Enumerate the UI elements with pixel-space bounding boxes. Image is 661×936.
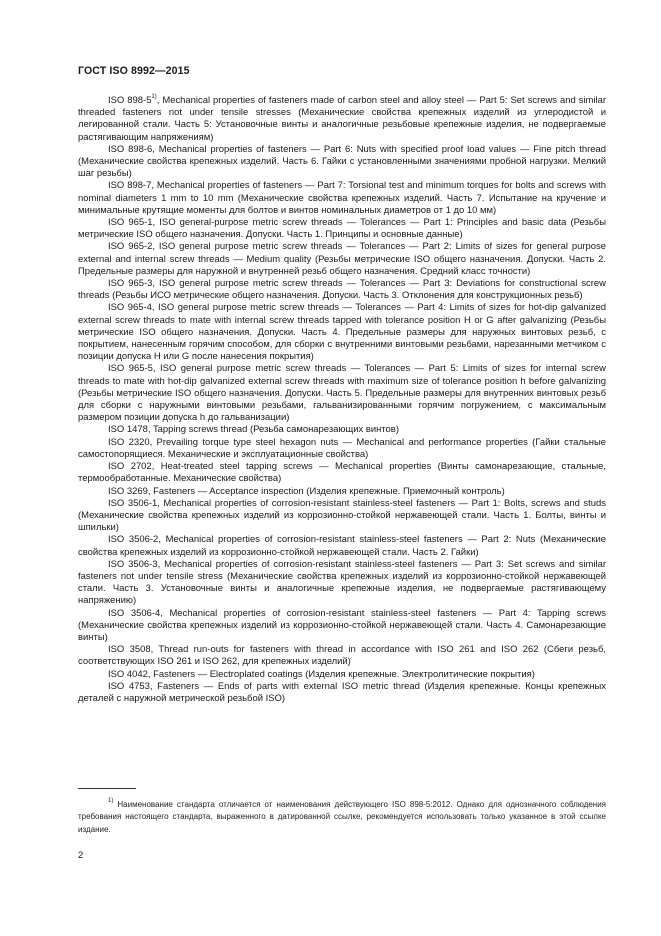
reference-title: , Heat-treated steel tapping screws — Mechanical properties (Винты самонарезающие, стальные, термообработанные. Механические свойства) (78, 461, 607, 485)
reference-code: ISO 965-3 (108, 278, 153, 290)
reference-item (78, 461, 606, 485)
reference-item (78, 424, 606, 436)
reference-title: , Mechanical properties of corrosion-resistant stainless-steel fasteners — Part 1: Bolts, screws and studs (Механические свойства крепежных изделий из коррозионно-стойкой нержавеющей стали. Часть 1. Болты, винты и шпильки) (78, 497, 606, 534)
reference-code: ISO 965-4 (108, 302, 152, 314)
reference-title: , ISO general purpose metric screw threads — Tolerances — Part 5: Limits of sizes for internal screw threads to mate with hot-dip galvanized external screw threads with maximum size of tolerance position h before galvanizing (Резьбы метрические ISO общего назначения. Допуски. Часть 5. Предельные размеры для внутренних винтовых резьб для сборки с наружными винтовыми резьбами, гальванизированными горячим погружением, с максимальным размером позиции допуска h до гальванизации) (78, 363, 606, 424)
reference-code: ISO 4753 (108, 680, 150, 692)
reference-title: , Prevailing torque type steel hexagon nuts — Mechanical and performance properties (Гайки стальные самостопорящиеся. Механические и эксплуатационные свойства) (78, 436, 607, 460)
reference-item (78, 180, 606, 217)
reference-item (78, 363, 606, 424)
reference-code: ISO 898-7 (108, 180, 152, 192)
normative-references-list (78, 95, 606, 705)
reference-title: , Mechanical properties of corrosion-resistant stainless-steel fasteners — Part 3: Set screws and similar fasteners not under tensile stress (Механические свойства крепежных изделий из коррозионно-стойкой нержавеющей стали. Часть 3. Установочные винты и аналогичные крепежные изделия, не подвергаемые растягивающему напряжению) (78, 558, 606, 607)
reference-code: ISO 898-6 (108, 143, 153, 155)
reference-code: ISO 3506-3 (108, 558, 158, 570)
reference-item (78, 217, 606, 241)
reference-title: , Fasteners — Electroplated coatings (Изделия крепежные. Электролитические покрытия) (147, 668, 535, 680)
reference-code: ISO 3506-4 (108, 607, 161, 619)
reference-item (78, 486, 606, 498)
reference-item (78, 241, 606, 278)
reference-code: ISO 965-2 (108, 241, 153, 253)
reference-code: ISO 3269 (108, 485, 148, 497)
reference-code: ISO 3506-1 (108, 497, 158, 509)
reference-item (78, 144, 606, 181)
reference-code: ISO 4042 (108, 668, 148, 680)
reference-code: ISO 898-5 (108, 95, 152, 106)
reference-title: , ISO general purpose metric screw threads — Tolerances — Part 4: Limits of sizes for hot-dip galvanized external screw threads to mate with internal screw threads tapped with tolerance position H or G after galvanizing (Резьбы метрические ISO общего назначения. Допуски. Часть 4. Предельные размеры для наружных винтовых резьб, с покрытием, нанесенным горячим способом, для сборки с внутренними винтовыми резьбами, нарезанными метчиком с позиции допуска H или G после нанесения покрытия) (78, 302, 606, 363)
standard-header: ГОСТ ISO 8992—2015 (78, 65, 190, 77)
reference-title: , Mechanical properties of fasteners made of carbon steel and alloy steel — Part 5: Set screws and similar threaded fasteners not under tensile stresses (Механические свойства крепежных изделий из углеродистой и легированной стали. Часть 5: Установочные винты и аналогичные резьбовые крепежные изделия, не подвергаемые растягивающим напряжениям) (78, 95, 606, 143)
footnote-marker: 1) (108, 798, 114, 805)
reference-title: , Mechanical properties of corrosion-resistant stainless-steel fasteners — Part 2: Nuts (Механические свойства крепежных изделий из коррозионно-стойкой нержавеющей стали. Часть 2. Гайки) (78, 534, 606, 558)
footnote-text: Наименование стандарта отличается от наименования действующего ISO 898-5:2012. Однако для однозначного соблюдения требования настоящего стандарта, выраженного в датированной ссылке, рекомендуется использовать только указанное в этой ссылке издание. (78, 800, 606, 834)
reference-title: , ISO general-purpose metric screw threads — Tolerances — Part 1: Principles and basic data (Резьбы метрические ISO общего назначения. Допуски. Часть 1. Принципы и основные данные) (78, 217, 606, 241)
reference-code: ISO 3506-2 (108, 534, 159, 546)
reference-item (78, 559, 606, 608)
page-number: 2 (78, 850, 84, 861)
reference-title: , Mechanical properties of fasteners — Part 7: Torsional test and minimum torques for bolts and screws with nominal diameters 1 mm to 10 mm (Механические свойства крепежных изделий. Часть 7. Испытание на кручение и минимальные крутящие моменты для болтов и винтов номинальных диаметров от 1 до 10 мм) (78, 180, 606, 216)
reference-item (78, 437, 606, 461)
reference-item (78, 498, 606, 535)
reference-title: , ISO general purpose metric screw threads — Tolerances — Part 2: Limits of sizes for general purpose external and internal screw threads — Medium quality (Резьбы метрические ISO общего назначения. Допуски. Часть 2. Предельные размеры для наружной и внутренней резьб общего назначения. Средний класс точности) (78, 241, 606, 277)
reference-title: , Fasteners — Ends of parts with external ISO metric thread (Изделия крепежные. Концы крепежных деталей с наружной метрической резьбой ISO) (78, 680, 606, 704)
footnote-ref-marker: 1) (151, 93, 157, 100)
footnote-separator (78, 788, 136, 789)
reference-code: ISO 1478 (108, 424, 148, 436)
reference-title: , ISO general purpose metric screw threads — Tolerances — Part 3: Deviations for constructional screw threads (Резьбы ИСО метрические общего назначения. Допуски. Часть 3. Отклонения для конструкционных резьб) (78, 278, 606, 302)
reference-title: , Mechanical properties of corrosion-resistant stainless-steel fasteners — Part 4: Tapping screws (Механические свойства крепежных изделий из коррозионно-стойкой нержавеющей стали. Часть 4. Самонарезающие винты) (78, 607, 606, 643)
reference-code: ISO 3508 (108, 644, 151, 656)
reference-code: ISO 2320 (108, 436, 150, 448)
reference-item (78, 302, 606, 363)
reference-code: ISO 2702 (108, 461, 152, 473)
reference-title: , Tapping screws thread (Резьба самонарезающих винтов) (147, 424, 399, 436)
reference-item (78, 681, 606, 705)
reference-item (78, 278, 606, 302)
reference-code: ISO 965-5 (108, 363, 153, 375)
reference-item (78, 534, 606, 558)
reference-title: , Thread run-outs for fasteners with thread in accordance with ISO 261 and ISO 262 (Сбеги резьб, соответствующих ISO 261 и ISO 262, для крепежных изделий) (78, 644, 606, 668)
reference-title: , Mechanical properties of fasteners — Part 6: Nuts with specified proof load values — Fine pitch thread (Механические свойства крепежных изделий. Часть 6. Гайки с установленными значениями пробной нагрузки. Мелкий шаг резьбы) (78, 143, 607, 180)
reference-item (78, 608, 606, 645)
reference-item (78, 95, 606, 144)
reference-code: ISO 965-1 (108, 217, 153, 229)
reference-item (78, 669, 606, 681)
reference-title: , Fasteners — Acceptance inspection (Изделия крепежные. Приемочный контроль) (147, 485, 505, 497)
reference-item (78, 644, 606, 668)
footnote (78, 799, 606, 836)
